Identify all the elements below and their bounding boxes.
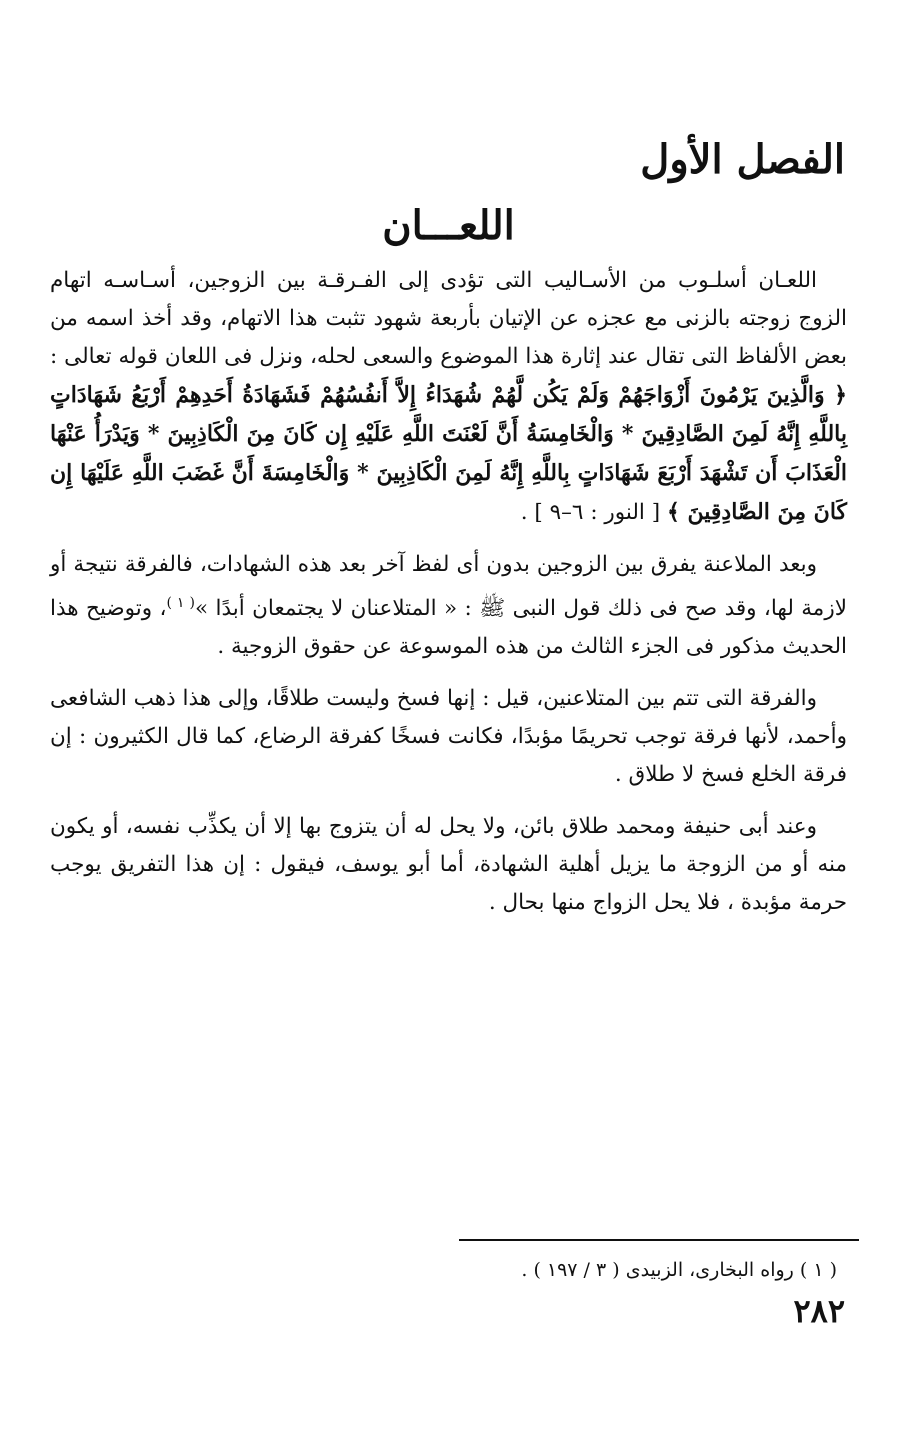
footnote-divider xyxy=(459,1239,859,1241)
paragraph-hanafi-view xyxy=(50,808,847,922)
chapter-title: الفصل الأول xyxy=(640,136,845,183)
verse-reference: [ النور : ٦–٩ ] . xyxy=(520,500,661,525)
footnote-marker: ( ١ ) xyxy=(166,595,195,611)
quran-verse: ﴿ وَالَّذِينَ يَرْمُونَ أَزْوَاجَهُمْ وَلَمْ يَكُن لَّهُمْ شُهَدَاءُ إِلاَّ أَنفُسُهُمْ فَشَهَادَةُ أَحَدِهِمْ أَرْبَعُ شَهَادَاتٍ بِاللَّهِ إِنَّهُ لَمِنَ الصَّادِقِينَ * وَالْخَامِسَةُ أَنَّ لَعْنَتَ اللَّهِ عَلَيْهِ إِن كَانَ مِنَ الْكَاذِبِينَ * وَيَدْرَأُ عَنْهَا الْعَذَابَ أَن تَشْهَدَ أَرْبَعَ شَهَادَاتٍ بِاللَّهِ إِنَّهُ لَمِنَ الْكَاذِبِينَ * وَالْخَامِسَةَ أَنَّ غَضَبَ اللَّهِ عَلَيْهَا إِن كَانَ مِنَ الصَّادِقِينَ ﴾ xyxy=(50,382,847,525)
paragraph-annulment xyxy=(50,680,847,794)
paragraph-text: وعند أبى حنيفة ومحمد طلاق بائن، ولا يحل له أن يتزوج بها إلا أن يكذِّب نفسه، أو يكون منه أو من الزوجة ما يزيل أهلية الشهادة، أما أبو يوسف، فيقول : إن هذا التفريق يوجب حرمة مؤبدة ، فلا يحل الزواج منها بحال . xyxy=(50,814,847,916)
section-title: اللعـــان xyxy=(382,202,515,249)
paragraph-separation xyxy=(50,546,847,666)
footnote: ( ١ ) رواه البخارى، الزبيدى ( ٣ / ١٩٧ ) . xyxy=(521,1259,837,1281)
paragraph-text: والفرقة التى تتم بين المتلاعنين، قيل : إنها فسخ وليست طلاقًا، وإلى هذا ذهب الشافعى وأحمد، لأنها فرقة توجب تحريمًا مؤبدًا، فكانت فسخًا كفرقة الرضاع، كما قال الكثيرون : إن فرقة الخلع فسخ لا طلاق . xyxy=(50,686,847,788)
paragraph-text: ، وتوضيح هذا الحديث مذكور فى الجزء الثالث من هذه الموسوعة عن حقوق الزوجية . xyxy=(50,596,847,660)
paragraph-text: اللعـان أسلـوب من الأسـاليب التى تؤدى إلى الفـرقـة بين الزوجين، أسـاسـه اتهام الزوج زوجته بالزنى مع عجزه عن الإتيان بأربعة شهود تثبت هذا الاتهام، وقد أخذ اسمه من بعض الألفاظ التى تقال عند إثارة هذا الموضوع والسعى لحله، ونزل فى اللعان قوله تعالى : xyxy=(50,268,847,369)
paragraph-lian-definition xyxy=(50,262,847,532)
paragraph-text: وبعد الملاعنة يفرق بين الزوجين بدون أى لفظ آخر بعد هذه الشهادات، فالفرقة نتيجة أو لازمة لها، وقد صح فى ذلك قول النبى ﷺ : « المتلاعنان لا يجتمعان أبدًا » xyxy=(50,552,847,622)
page-number: ٢٨٢ xyxy=(793,1292,845,1330)
